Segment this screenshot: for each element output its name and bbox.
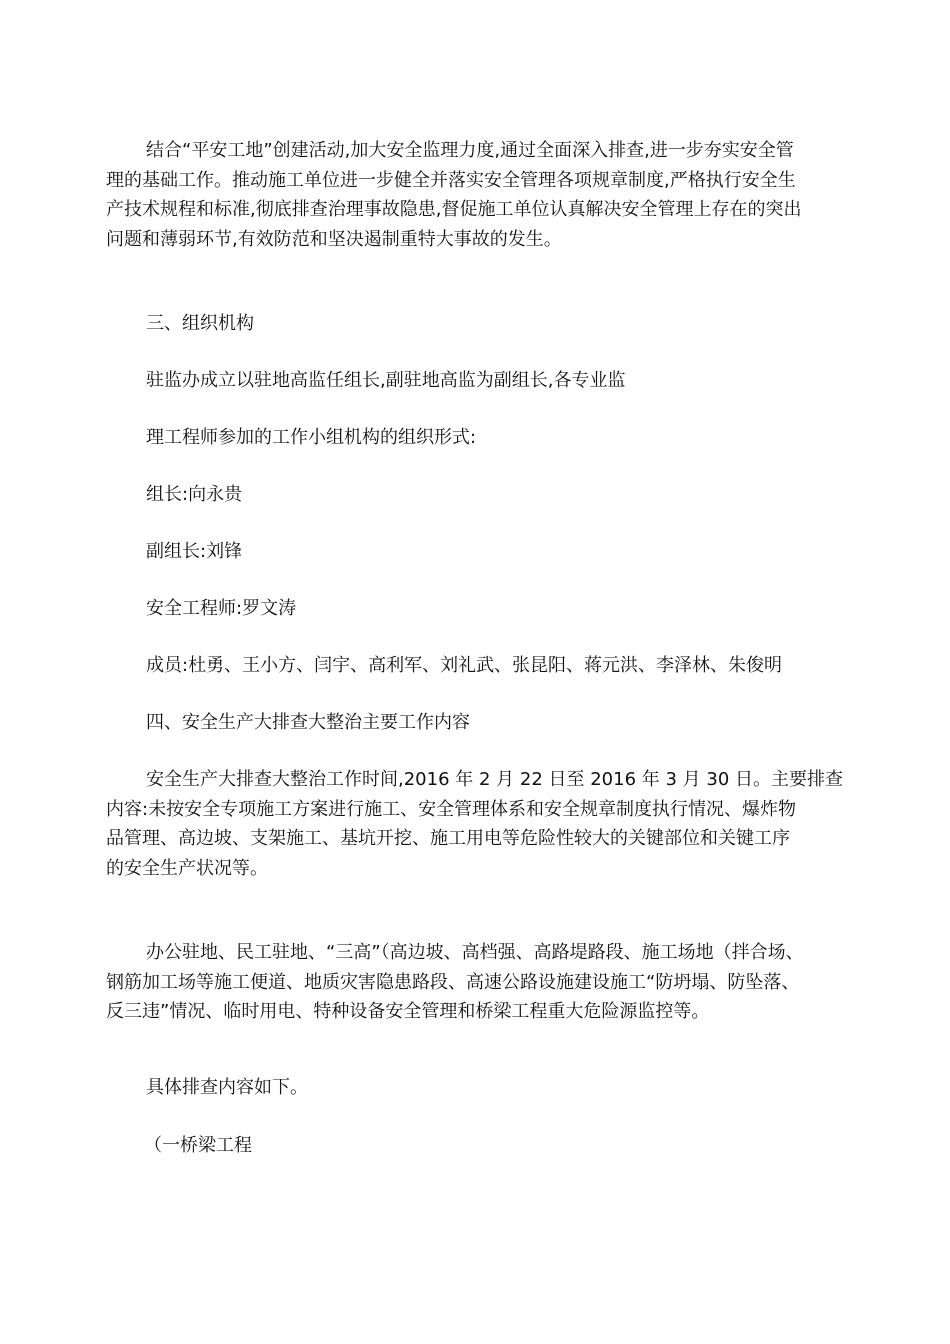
paragraph-inspection-scope [106,765,848,883]
paragraph-line: 品管理、高边坡、支架施工、基坑开挖、施工用电等危险性较大的关键部位和关键工序 [106,828,790,849]
paragraph-line: 内容:未按安全专项施工方案进行施工、安全管理体系和安全规章制度执行情况、爆炸物 [106,798,797,820]
section-heading-organization: 三、组织机构 [146,313,254,334]
paragraph-line: 办公驻地、民工驻地、“三高”（高边坡、高档强、高路堤路段、施工场地（拌合场、 [146,942,804,963]
paragraph-line: 产技术规程和标准,彻底排查治理事故隐患,督促施工单位认真解决安全管理上存在的突出 [106,199,802,220]
team-deputy-leader: 副组长:刘锋 [146,541,243,562]
safety-engineer: 安全工程师:罗文涛 [146,598,297,619]
paragraph-line: 理的基础工作。推动施工单位进一步健全并落实安全管理各项规章制度,严格执行安全生 [106,169,796,191]
org-description-line-2: 理工程师参加的工作小组机构的组织形式: [146,427,477,448]
paragraph-line: 问题和薄弱环节,有效防范和坚决遏制重特大事故的发生。 [106,228,562,250]
paragraph-purpose [106,136,848,254]
paragraph-line: 安全生产大排查大整治工作时间,2016 年 2 月 22 日至 2016 年 3 月 30 日。主要排查 [146,769,843,790]
org-description-line-1: 驻监办成立以驻地高监任组长,副驻地高监为副组长,各专业监 [146,370,626,391]
paragraph-inspection-sites [106,938,848,1027]
paragraph-line: 反三违”情况、临时用电、特种设备安全管理和桥梁工程重大危险源监控等。 [106,1001,710,1022]
paragraph-line: 结合“平安工地”创建活动,加大安全监理力度,通过全面深入排查,进一步夯实安全管 [146,140,794,161]
team-leader: 组长:向永贵 [146,484,243,505]
detail-intro: 具体排查内容如下。 [146,1077,308,1098]
paragraph-line: 的安全生产状况等。 [106,857,268,879]
paragraph-line: 钢筋加工场等施工便道、地质灾害隐患路段、高速公路设施建设施工“防坍塌、防坠落、 [106,971,800,993]
team-members: 成员:杜勇、王小方、闫宇、高利军、刘礼武、张昆阳、蒋元洪、李泽林、朱俊明 [146,655,783,676]
section-heading-work-content: 四、安全生产大排查大整治主要工作内容 [146,712,470,733]
subsection-bridge-engineering: （一桥梁工程 [144,1135,252,1156]
